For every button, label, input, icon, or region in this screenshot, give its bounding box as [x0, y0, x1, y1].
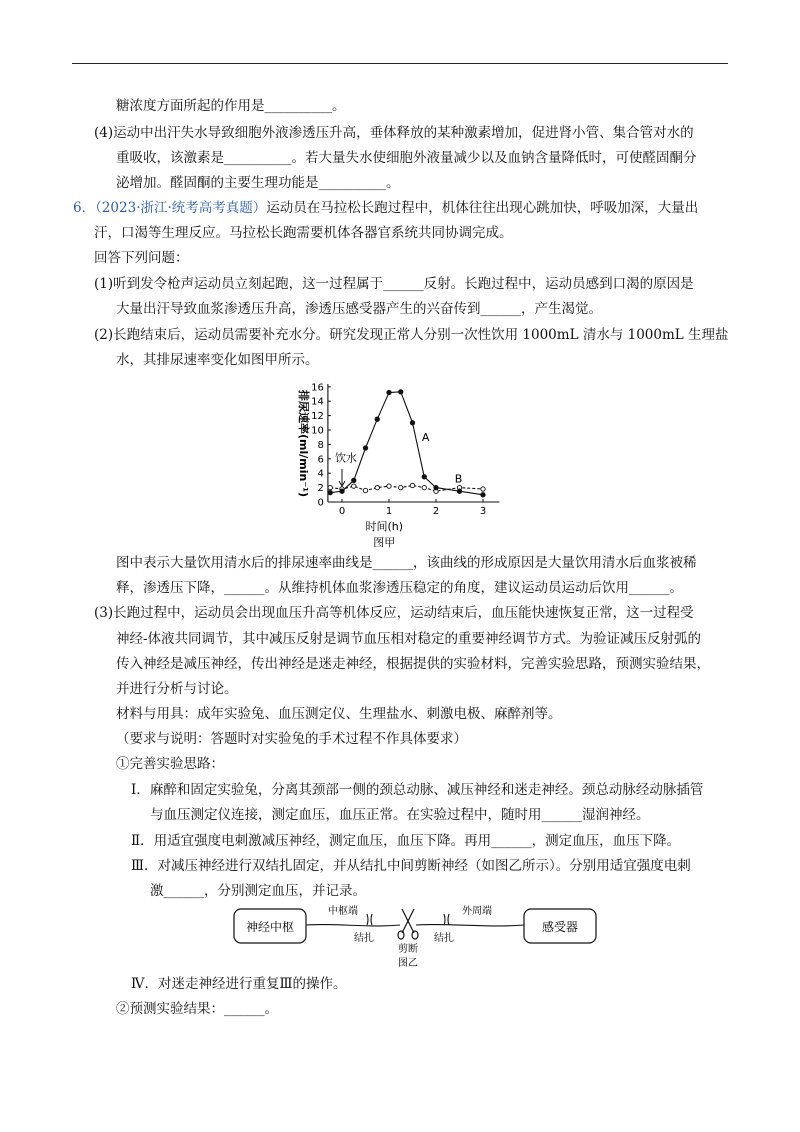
figure-b-caption: 图乙	[398, 958, 418, 969]
y-tick-label: 6	[317, 454, 324, 466]
drink-annotation: 饮水	[334, 451, 357, 465]
series-B-point	[422, 485, 426, 489]
text-line: 神经-体液共同调节，其中减压反射是调节血压相对稳定的重要神经调节方式。为验证减压反射弧的	[116, 631, 702, 647]
central-end-label: 中枢端	[328, 906, 358, 917]
question-line	[73, 198, 698, 218]
ligature-left-mark	[367, 914, 372, 925]
series-A-point	[363, 446, 367, 450]
x-tick-label: 0	[338, 506, 346, 517]
figure-a-caption: 图甲	[373, 536, 396, 549]
text-line: 汗，口渴等生理反应。马拉松长跑需要机体各器官系统共同协调完成。	[94, 225, 513, 241]
nerve-left	[306, 925, 400, 926]
text-line: 并进行分析与讨论。	[116, 681, 238, 697]
text-line: 材料与用具：成年实验兔、血压测定仪、生理盐水、刺激电极、麻醉剂等。	[116, 706, 562, 722]
figure-a-chart	[280, 376, 520, 576]
text-line: Ⅳ．对迷走神经进行重复Ⅲ的操作。	[131, 976, 347, 992]
ligature-left-label: 结扎	[354, 933, 374, 944]
y-tick-label: 16	[311, 382, 324, 394]
text-line: 释，渗透压下降，______。从维持机体血浆渗透压稳定的角度，建议运动员运动后饮用______。	[116, 580, 683, 596]
text-line: 水，其排尿速率变化如图甲所示。	[116, 352, 319, 368]
y-tick-label: 4	[317, 468, 324, 480]
question-text: 运动员在马拉松长跑过程中，机体往往出现心跳加快，呼吸加深，大量出	[266, 200, 699, 216]
ligature-right-mark	[444, 914, 449, 925]
series-A-point	[481, 493, 485, 497]
receptor-label: 感受器	[541, 920, 579, 934]
text-line: 与血压测定仪连接，测定血压，血压正常。在实验过程中，随时用______湿润神经。	[150, 807, 650, 823]
x-axis-label: 时间(h)	[365, 520, 404, 533]
figure-b-diagram	[228, 903, 608, 973]
series-A-point	[457, 489, 461, 493]
series-A-point	[434, 485, 438, 489]
text-line: 大量出汗导致血浆渗透压升高，渗透压感受器产生的兴奋传到______，产生渴觉。	[116, 301, 602, 317]
text-line: Ⅲ．对减压神经进行双结扎固定，并从结扎中间剪断神经（如图乙所示）。分别用适宜强度电刺	[131, 858, 691, 874]
text-line: (1)听到发令枪声运动员立刻起跑，这一过程属于______反射。长跑过程中，运动员感到口渴的原因是	[94, 276, 694, 292]
y-tick-label: 8	[317, 439, 324, 451]
series-A-point	[387, 390, 391, 394]
y-tick-label: 0	[317, 497, 324, 509]
text-line: ①完善实验思路：	[116, 756, 224, 772]
text-line: 回答下列问题：	[94, 250, 189, 266]
text-line: 激______，分别测定血压，并记录。	[150, 883, 366, 899]
text-line: (3)长跑过程中，运动员会出现血压升高等机体反应，运动结束后，血压能快速恢复正常，这一过程受	[94, 605, 694, 621]
scissors-icon	[398, 909, 418, 939]
cut-label: 剪断	[398, 944, 418, 955]
nerve-center-label: 神经中枢	[245, 920, 295, 934]
text-line: (2)长跑结束后，运动员需要补充水分。研究发现正常人分别一次性饮用 1000mL 清水与 1000mL 生理盐	[94, 327, 729, 343]
question-number: 6．	[73, 200, 96, 216]
text-line: 重吸收，该激素是__________。若大量失水使细胞外液量减少以及血钠含量降低时，可使醛固酮分	[116, 150, 697, 166]
series-A-point	[340, 489, 344, 493]
x-tick-label: 2	[432, 506, 440, 517]
text-line: Ⅰ．麻醉和固定实验兔，分离其颈部一侧的颈总动脉、减压神经和迷走神经。颈总动脉经动脉插管	[131, 782, 704, 798]
series-B-point	[352, 484, 356, 488]
series-B-point	[375, 485, 379, 489]
text-line: 泌增加。醛固酮的主要生理功能是__________。	[116, 175, 400, 191]
text-line: （要求与说明：答题时对实验兔的手术过程不作具体要求）	[116, 731, 467, 747]
series-A-label: A	[421, 430, 430, 444]
peripheral-end-label: 外周端	[462, 906, 492, 917]
series-A-point	[352, 478, 356, 482]
series-A-point	[399, 390, 403, 394]
text-line: 图中表示大量饮用清水后的排尿速率曲线是______，该曲线的形成原因是大量饮用清水后血浆被稀	[116, 555, 697, 571]
series-B-point	[481, 487, 485, 491]
series-B-point	[387, 484, 391, 488]
y-tick-label: 2	[317, 483, 324, 495]
series-B-point	[410, 483, 414, 487]
text-line: ②预测实验结果：______。	[116, 1001, 278, 1017]
header-rule	[72, 63, 728, 64]
series-A-point	[328, 490, 332, 494]
series-A-point	[375, 417, 379, 421]
series-B-point	[363, 488, 367, 492]
text-line: (4)运动中出汗失水导致细胞外液渗透压升高，垂体释放的某种激素增加，促进肾小管、集合管对水的	[94, 125, 694, 141]
y-tick-label: 14	[311, 396, 324, 408]
text-line: Ⅱ．用适宜强度电刺激减压神经，测定血压，血压下降。再用______，测定血压，血压下降。	[131, 833, 681, 849]
series-A-point	[410, 421, 414, 425]
ligature-right-label: 结扎	[434, 933, 454, 944]
y-tick-label: 12	[311, 411, 324, 423]
x-tick-label: 3	[479, 506, 487, 517]
text-line: 糖浓度方面所起的作用是__________。	[116, 98, 346, 114]
series-B-label: B	[454, 472, 463, 486]
x-tick-label: 1	[385, 506, 393, 517]
nerve-right	[416, 925, 524, 926]
series-B-point	[328, 485, 332, 489]
series-B-point	[399, 485, 403, 489]
series-A-point	[422, 475, 426, 479]
question-source: （2023·浙江·统考高考真题）	[95, 200, 267, 216]
y-tick-label: 10	[311, 425, 324, 437]
y-axis-label: 排尿速率(ml/min⁻¹)	[297, 390, 310, 497]
text-line: 传入神经是减压神经，传出神经是迷走神经，根据提供的实验材料，完善实验思路，预测实验结果，	[116, 656, 710, 672]
